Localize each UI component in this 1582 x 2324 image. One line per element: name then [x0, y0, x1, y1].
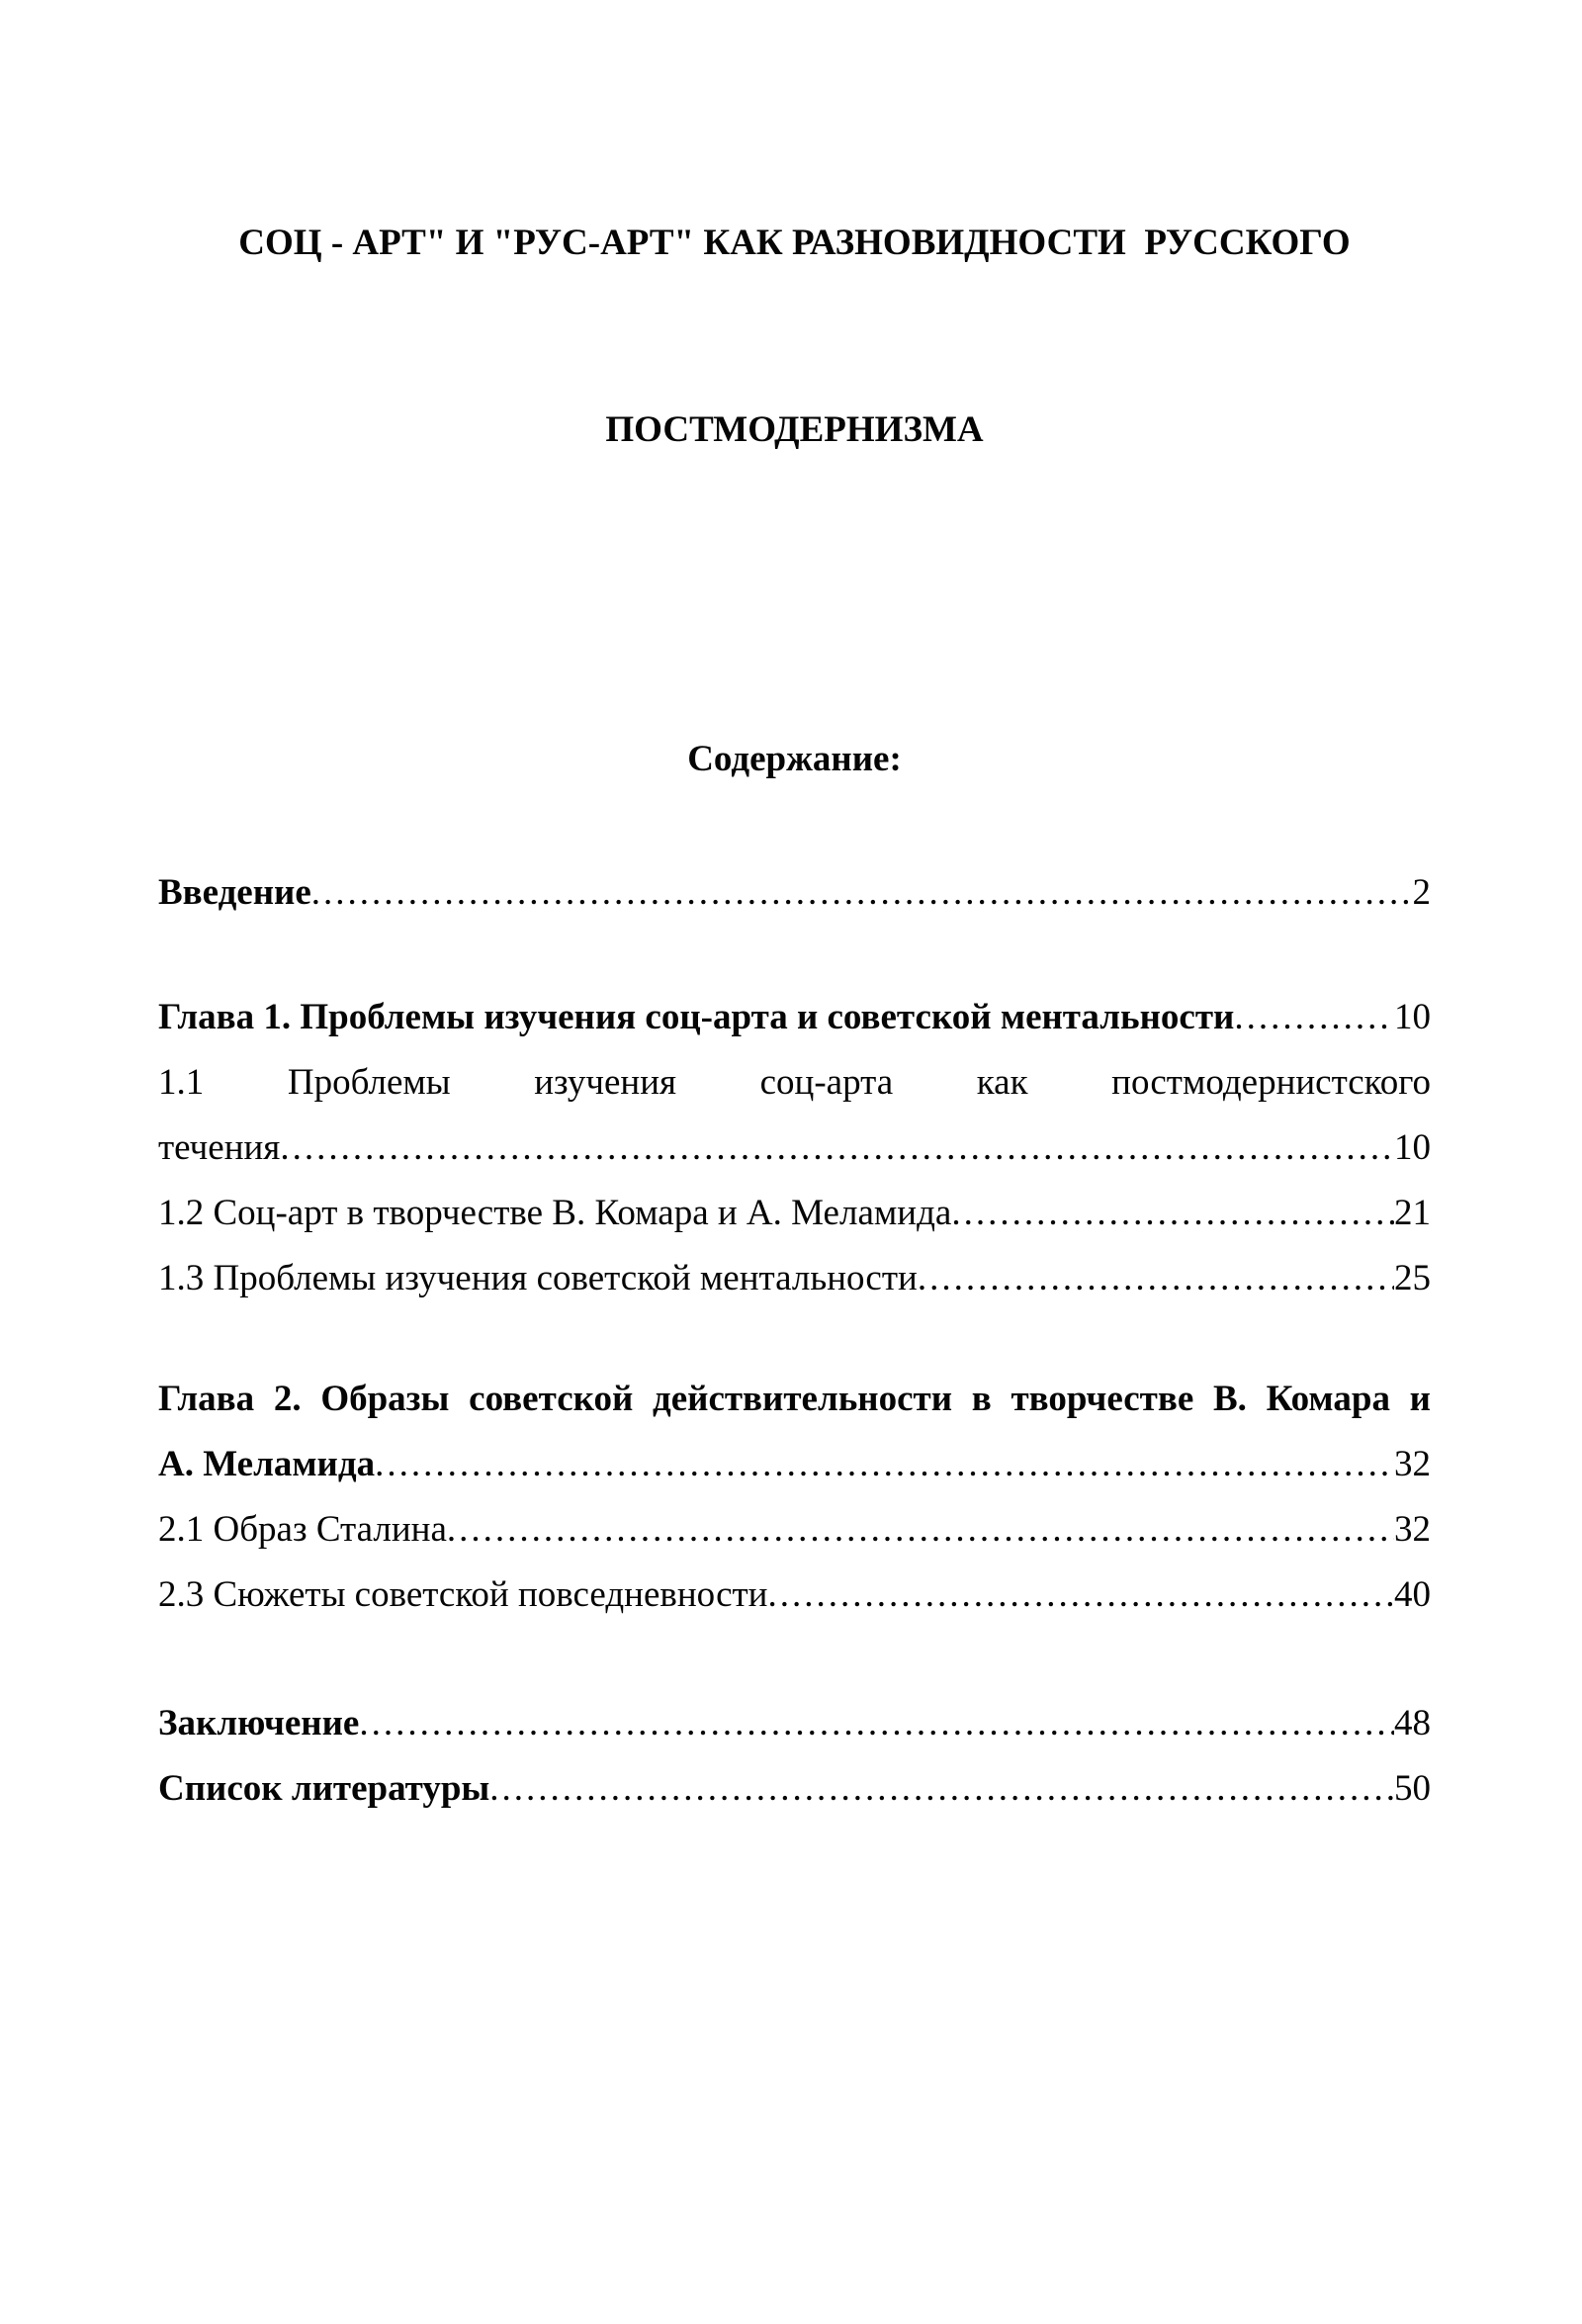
- toc-entry-label: 1.2 Соц-арт в творчестве В. Комара и А. Меламида: [158, 1193, 952, 1233]
- toc-entry-label: 2.3 Сюжеты советской повседневности: [158, 1574, 768, 1615]
- toc-entry-label: Заключение: [158, 1703, 360, 1743]
- toc-page-number: 50: [1394, 1768, 1431, 1809]
- toc-entry-label: Список литературы: [158, 1768, 490, 1809]
- document-title-line1: СОЦ - АРТ" И "РУС-АРТ" КАК РАЗНОВИДНОСТИ РУССКОГО: [238, 223, 1351, 263]
- toc-leader-dots: [447, 1497, 1394, 1563]
- toc-entry: [158, 1563, 1431, 1628]
- toc-page-number: 10: [1394, 997, 1431, 1037]
- toc-entry: [158, 1432, 1431, 1497]
- toc-leader-dots: [375, 1432, 1394, 1497]
- toc-entry-label: течения: [158, 1127, 281, 1168]
- toc-entry: [158, 1756, 1431, 1822]
- toc-entry: [158, 985, 1431, 1050]
- toc-page-number: 21: [1394, 1193, 1431, 1233]
- toc-leader-dots: [1234, 985, 1394, 1050]
- toc-leader-dots: [767, 1563, 1394, 1628]
- toc-entry: [158, 1116, 1431, 1181]
- contents-heading: Содержание:: [687, 739, 902, 779]
- document-title-line2: ПОСТМОДЕРНИЗМА: [605, 409, 984, 450]
- document-title: [158, 87, 1431, 585]
- toc-entry: [158, 1497, 1431, 1563]
- toc-list: [158, 860, 1431, 1822]
- toc-entry: [158, 1050, 1431, 1116]
- toc-page-number: 2: [1412, 872, 1431, 913]
- toc-entry: [158, 860, 1431, 926]
- toc-page-number: 40: [1394, 1574, 1431, 1615]
- toc-leader-dots: [359, 1691, 1394, 1756]
- document-page: [0, 87, 1582, 1822]
- toc-leader-dots: [489, 1756, 1394, 1822]
- toc-entry-label: 1.3 Проблемы изучения советской ментальности: [158, 1258, 918, 1298]
- toc-entry-text: Глава 2. Образы советской действительности в творчестве В. Комара и: [158, 1379, 1431, 1419]
- toc-page-number: 10: [1394, 1127, 1431, 1168]
- toc-entry-label: А. Меламида: [158, 1444, 376, 1484]
- toc-entry: [158, 1181, 1431, 1246]
- toc-entry: [158, 1367, 1431, 1432]
- toc-leader-dots: [951, 1181, 1394, 1246]
- toc-page-number: 32: [1394, 1509, 1431, 1550]
- toc-page-number: 48: [1394, 1703, 1431, 1743]
- toc-entry-label: Глава 1. Проблемы изучения соц-арта и советской ментальности: [158, 997, 1235, 1037]
- toc-page-number: 32: [1394, 1444, 1431, 1484]
- toc-leader-dots: [280, 1116, 1394, 1181]
- toc-entry-text: 1.1 Проблемы изучения соц-арта как постмодернистского: [158, 1062, 1431, 1103]
- toc-leader-dots: [311, 860, 1413, 926]
- toc-entry-label: 2.1 Образ Сталина: [158, 1509, 447, 1550]
- toc-entry: [158, 1691, 1431, 1756]
- toc-entry-label: Введение: [158, 872, 311, 913]
- toc-entry: [158, 1246, 1431, 1311]
- toc-leader-dots: [918, 1246, 1394, 1311]
- toc-page-number: 25: [1394, 1258, 1431, 1298]
